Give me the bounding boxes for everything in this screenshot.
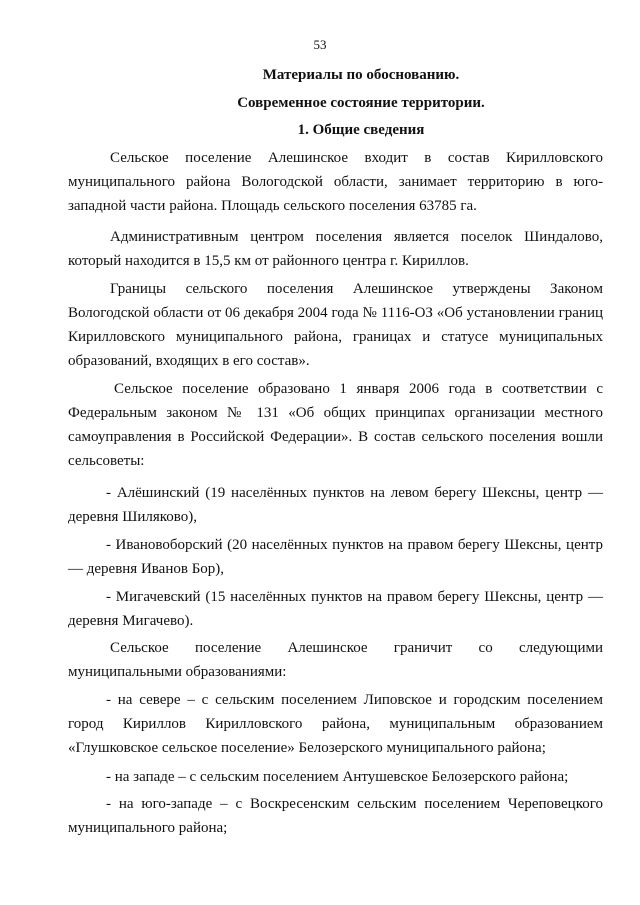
page-number: 53 <box>313 37 327 52</box>
list-item-southwest: - на юго-западе – с Воскресенским сельским поселением Череповецкого муниципального района; <box>68 796 603 836</box>
paragraph-borders-with: Сельское поселение Алешинское граничит со следующими муниципальными образованиями: <box>68 640 603 680</box>
heading-materials: Материалы по обоснованию. <box>262 67 460 83</box>
paragraph-formation: Сельское поселение образовано 1 января 2006 года в соответствии с Федеральным законом № 131 «Об общих принципах организации местного самоуправления в Российской Федерации». В состав сельского поселения вошли сельсоветы: <box>68 381 603 469</box>
heading-current-state: Современное состояние территории. <box>237 95 485 111</box>
heading-general-info: 1. Общие сведения <box>297 122 425 138</box>
list-item-west: - на западе – с сельским поселением Антушевское Белозерского района; <box>106 769 569 785</box>
list-item-aleshinsky: - Алёшинский (19 населённых пунктов на левом берегу Шексны, центр — деревня Шиляково), <box>68 485 603 525</box>
list-item-north: - на севере – с сельским поселением Липовское и городским поселением город Кириллов Кирилловского района, муниципальным образованием «Глушковское сельское поселение» Белозерского муниципального района; <box>68 692 603 756</box>
paragraph-boundaries: Границы сельского поселения Алешинское утверждены Законом Вологодской области от 06 декабря 2004 года № 1116-ОЗ «Об установлении границ Кирилловского муниципального района, границах и статусе муниципальных образований, входящих в его состав». <box>68 281 603 369</box>
paragraph-admin-center: Административным центром поселения является поселок Шиндалово, который находится в 15,5 км от районного центра г. Кириллов. <box>68 229 603 269</box>
list-item-ivanovoborsky: - Ивановоборский (20 населённых пунктов на правом берегу Шексны, центр — деревня Иванов Бор), <box>68 537 603 577</box>
list-item-migachevsky: - Мигачевский (15 населённых пунктов на правом берегу Шексны, центр — деревня Мигачево). <box>68 589 603 629</box>
paragraph-intro: Сельское поселение Алешинское входит в состав Кирилловского муниципального района Вологодской области, занимает территорию в юго-западной части района. Площадь сельского поселения 63785 га. <box>68 150 603 214</box>
